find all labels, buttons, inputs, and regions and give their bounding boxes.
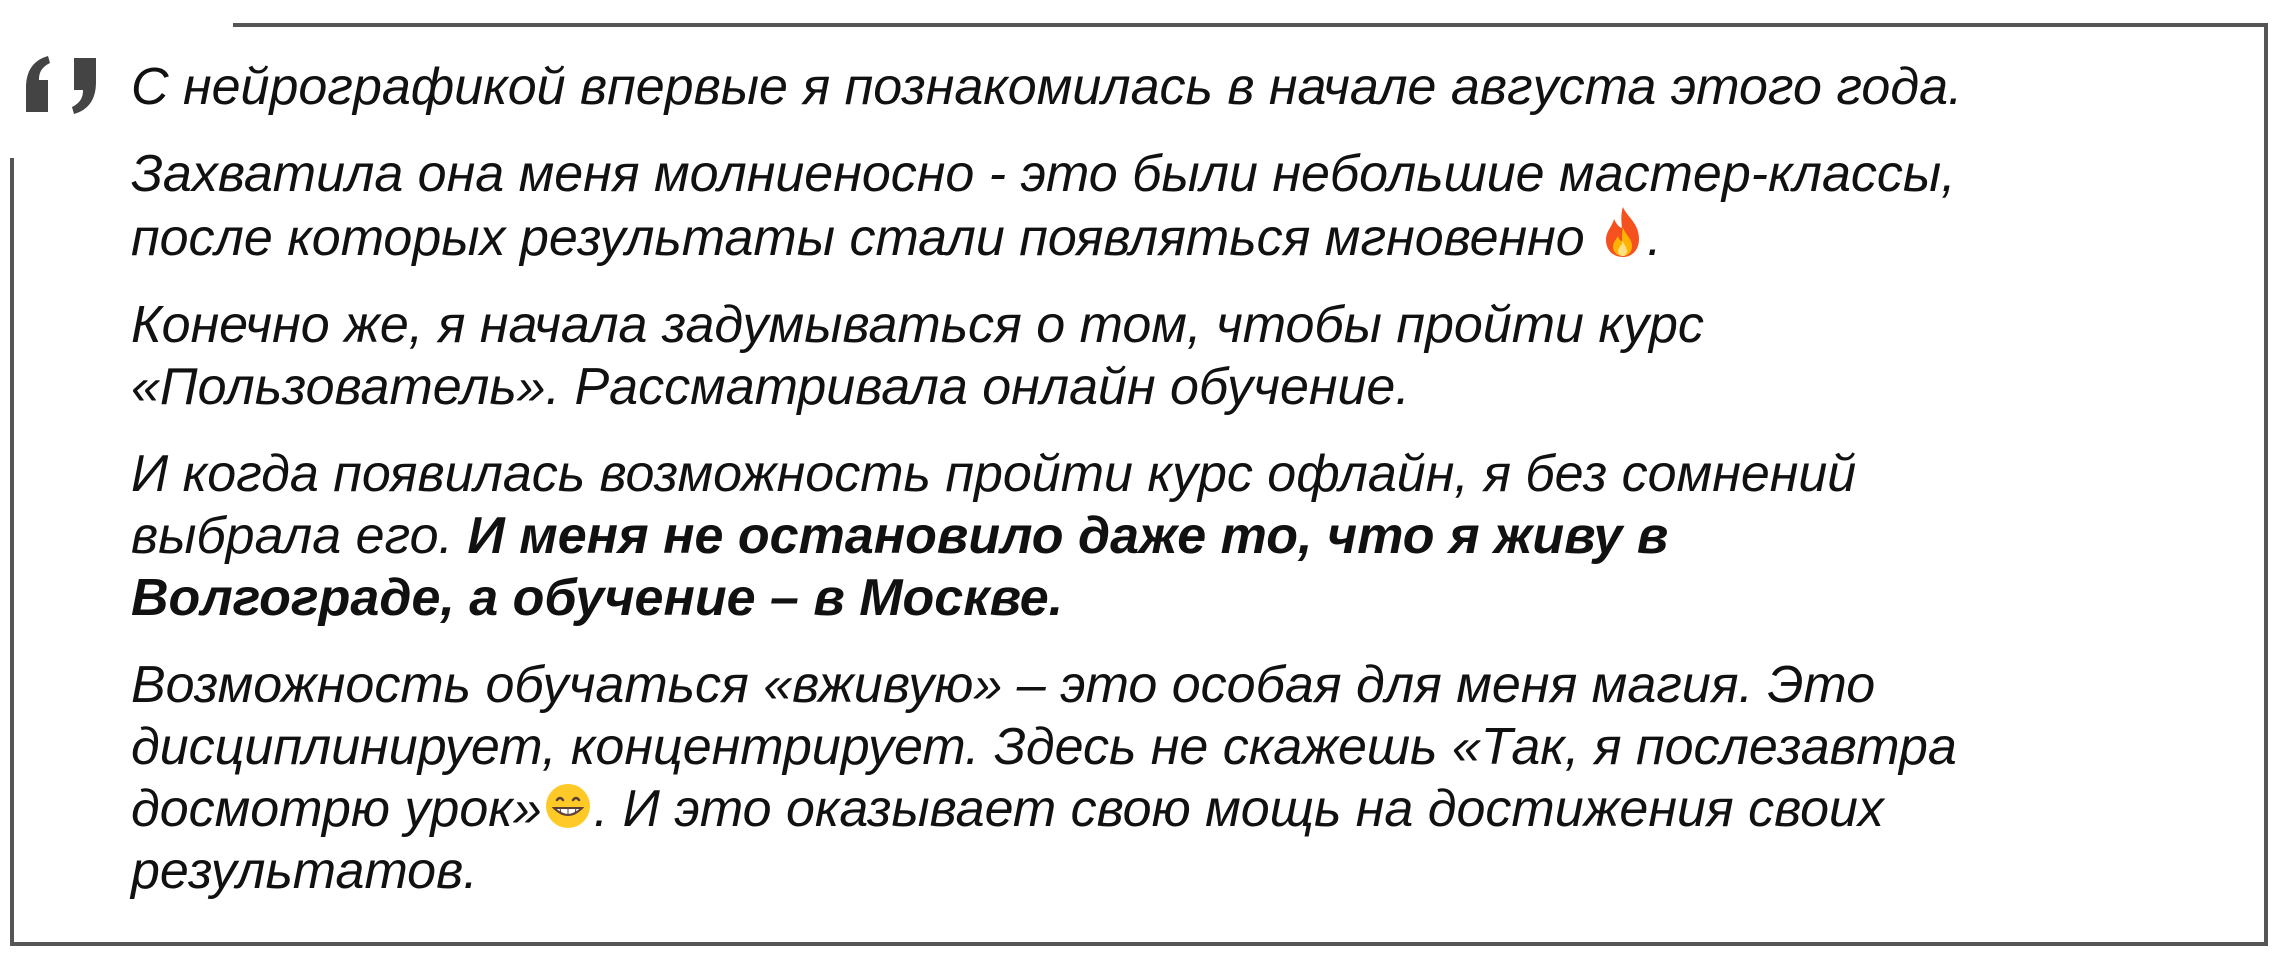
fire-emoji-icon (1601, 205, 1645, 259)
paragraph-3-line-2: «Пользователь». Рассматривала онлайн обучение. (131, 358, 1410, 416)
border-top (233, 23, 2267, 27)
quote-body (131, 56, 2231, 927)
paragraph-4-line-1: И когда появилась возможность пройти курс офлайн, я без сомнений (131, 445, 1857, 503)
grinning-emoji-icon (544, 782, 592, 830)
paragraph-4-line-2 (131, 505, 2231, 567)
paragraph-4-line-2-regular: выбрала его. (131, 507, 468, 565)
paragraph-5-line-2: дисциплинирует, концентрирует. Здесь не скажешь «Так, я послезавтра (131, 718, 1957, 776)
paragraph-5 (131, 654, 2231, 902)
paragraph-3 (131, 294, 2231, 418)
paragraph-1 (131, 56, 2231, 118)
paragraph-5-line-1: Возможность обучаться «вживую» – это особая для меня магия. Это (131, 656, 1876, 714)
border-right (2264, 23, 2268, 946)
quote-mark-icon (22, 50, 100, 120)
border-left (10, 158, 14, 946)
paragraph-4-line-3-bold: Волгограде, а обучение – в Москве. (131, 569, 1064, 627)
paragraph-5-line-3 (131, 778, 2231, 840)
paragraph-2-trailing: . (1647, 209, 1662, 267)
paragraph-5-line-3-before: досмотрю урок» (131, 780, 542, 838)
paragraph-5-line-4: результатов. (131, 842, 478, 900)
paragraph-2-line-2-text: после которых результаты стали появляться мгновенно (131, 209, 1600, 267)
border-bottom (10, 942, 2268, 946)
paragraph-5-line-3-after: . И это оказывает свою мощь на достижения своих (593, 780, 1884, 838)
paragraph-2-line-2 (131, 205, 2231, 269)
paragraph-1-line-1: С нейрографикой впервые я познакомилась в начале августа этого года. (131, 58, 1963, 116)
paragraph-2 (131, 143, 2231, 269)
paragraph-4 (131, 443, 2231, 629)
paragraph-4-line-2-bold: И меня не остановило даже то, что я живу в (467, 507, 1669, 565)
paragraph-2-line-1: Захватила она меня молниеносно - это были небольшие мастер-классы, (131, 145, 1956, 203)
paragraph-3-line-1: Конечно же, я начала задумываться о том, чтобы пройти курс (131, 296, 1704, 354)
